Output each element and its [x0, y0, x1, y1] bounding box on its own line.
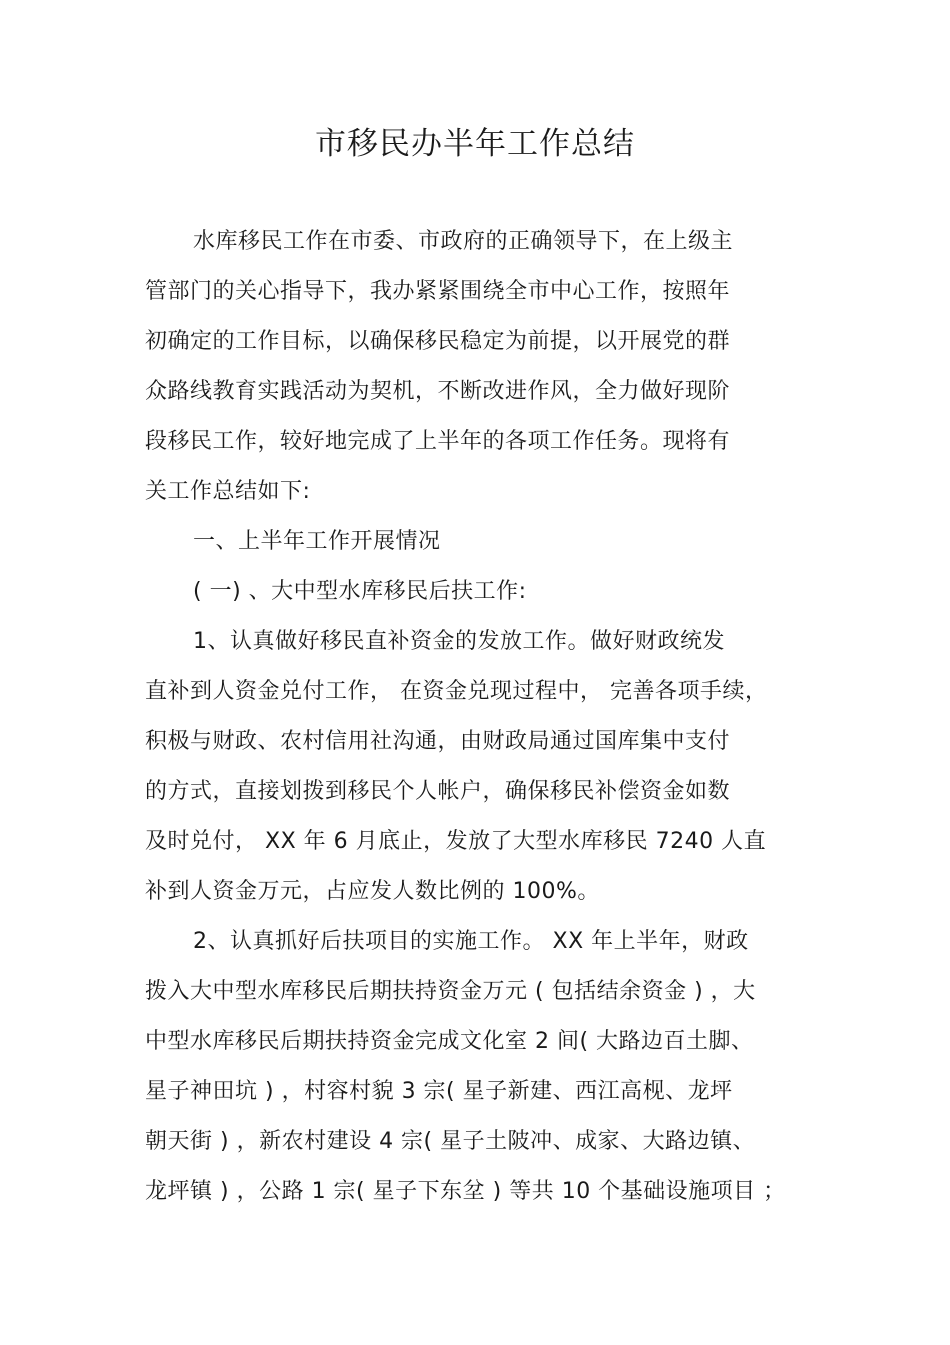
paragraph-line: 补到人资金万元，占应发人数比例的 100%。 [145, 879, 600, 904]
subsection-heading: ( 一) 、大中型水库移民后扶工作: [193, 579, 527, 604]
paragraph-line: 星子神田坑 ) ，村容村貌 3 宗( 星子新建、西江高枧、龙坪 [145, 1079, 733, 1104]
paragraph-line: 1、认真做好移民直补资金的发放工作。做好财政统发 [193, 629, 725, 654]
paragraph-line: 朝天街 ) ，新农村建设 4 宗( 星子土陂冲、成家、大路边镇、 [145, 1129, 756, 1154]
paragraph-line: 拨入大中型水库移民后期扶持资金万元 ( 包括结余资金 ) ，大 [145, 979, 756, 1004]
paragraph-line: 2、认真抓好后扶项目的实施工作。 XX 年上半年，财政 [193, 929, 749, 954]
document-title: 市移民办半年工作总结 [315, 126, 635, 162]
paragraph-line: 初确定的工作目标，以确保移民稳定为前提，以开展党的群 [145, 329, 731, 354]
paragraph-line: 龙坪镇 ) ，公路 1 宗( 星子下东坌 ) 等共 10 个基础设施项目 ； [145, 1179, 786, 1204]
paragraph-line: 众路线教育实践活动为契机，不断改进作风，全力做好现阶 [145, 379, 731, 404]
paragraph-line: 管部门的关心指导下，我办紧紧围绕全市中心工作，按照年 [145, 279, 731, 304]
paragraph-line: 的方式，直接划拨到移民个人帐户，确保移民补偿资金如数 [145, 779, 731, 804]
paragraph-line: 水库移民工作在市委、市政府的正确领导下，在上级主 [193, 229, 734, 254]
paragraph-line: 及时兑付， XX 年 6 月底止，发放了大型水库移民 7240 人直 [145, 829, 767, 854]
paragraph-line: 直补到人资金兑付工作， 在资金兑现过程中， 完善各项手续， [145, 679, 768, 704]
paragraph-line: 积极与财政、农村信用社沟通，由财政局通过国库集中支付 [145, 729, 731, 754]
section-heading: 一、上半年工作开展情况 [193, 529, 441, 554]
paragraph-line: 段移民工作，较好地完成了上半年的各项工作任务。现将有 [145, 429, 731, 454]
paragraph-line: 关工作总结如下: [145, 479, 311, 504]
paragraph-line: 中型水库移民后期扶持资金完成文化室 2 间( 大路边百土脚、 [145, 1029, 754, 1054]
